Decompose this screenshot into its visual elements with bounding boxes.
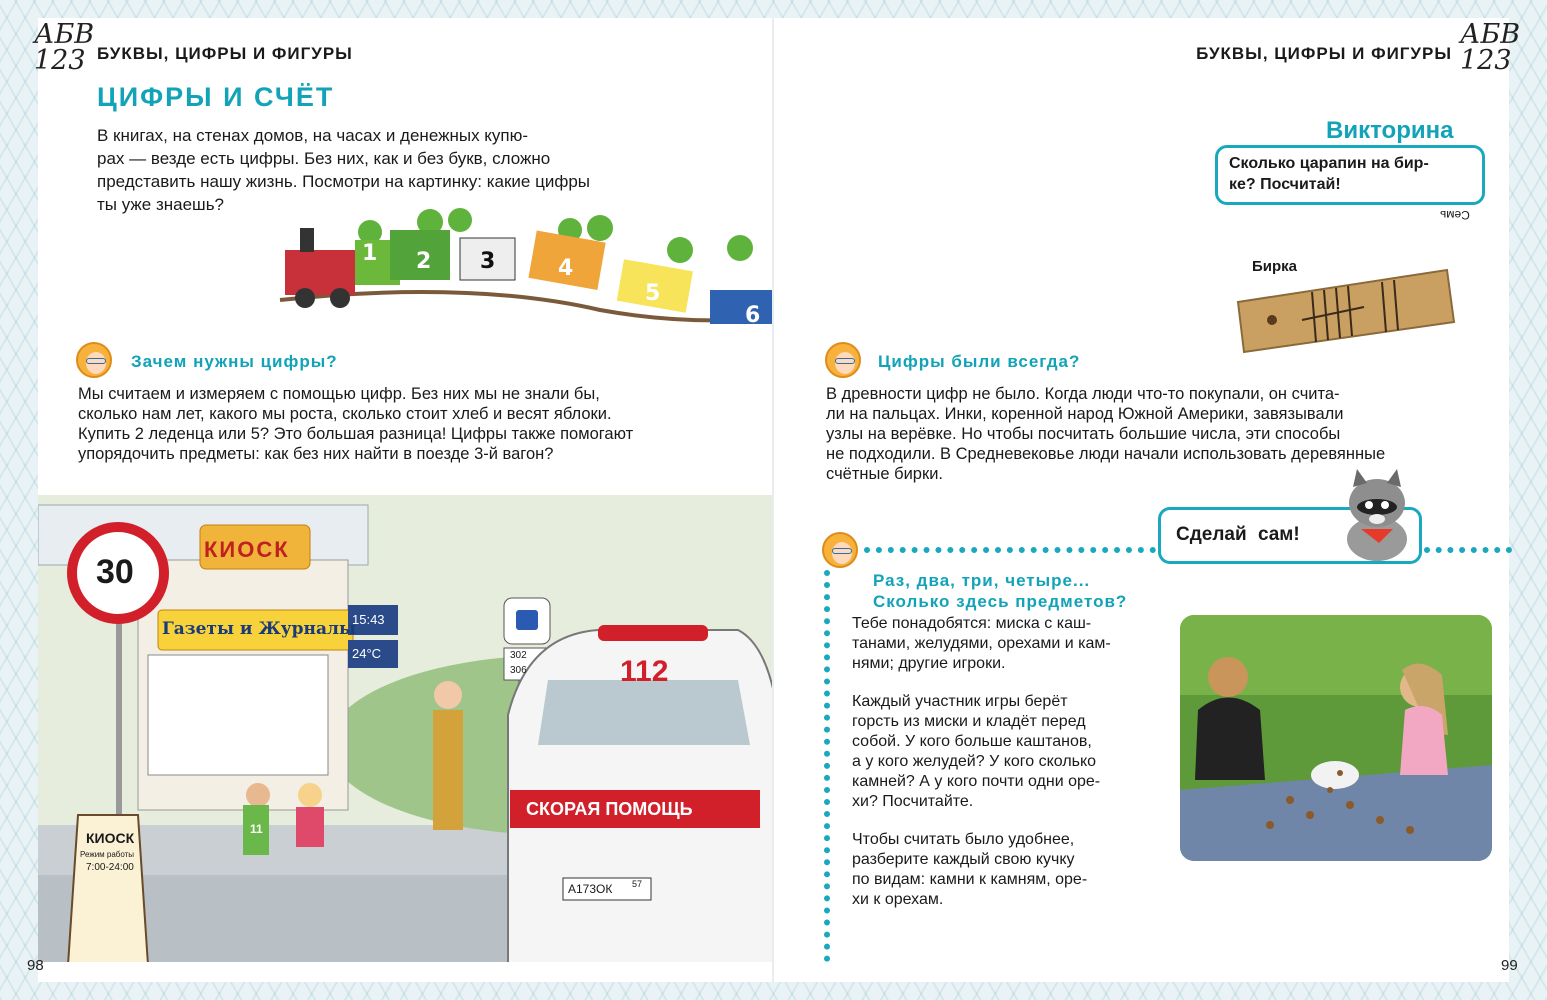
tally-stick-image: [1232, 262, 1457, 357]
train-number: 2: [416, 249, 432, 274]
text-line: камней? А у кого почти одни оре-: [852, 773, 1101, 790]
quiz-title: Викторина: [1326, 117, 1454, 144]
shirt-number: 11: [250, 822, 263, 836]
license-plate: А173ОК: [568, 882, 613, 896]
ambulance-label: СКОРАЯ ПОМОЩЬ: [526, 799, 693, 819]
children-counting-photo: [1180, 615, 1492, 861]
tag-label: Бирка: [1252, 258, 1298, 275]
photo-svg: [1180, 615, 1492, 861]
activity-title-line: Сколько здесь предметов?: [873, 592, 1128, 611]
text-line: нями; другие игроки.: [852, 655, 1006, 672]
raccoon-illustration: [1335, 467, 1420, 562]
page-title: ЦИФРЫ И СЧЁТ: [97, 82, 335, 112]
text-line: хи к орехам.: [852, 891, 944, 908]
locomotive: [285, 250, 355, 295]
quiz-line: Сколько царапин на бир-: [1229, 155, 1429, 172]
text-line: по видам: камни к камням, оре-: [852, 871, 1088, 888]
diy-label: Сделай сам!: [1176, 524, 1300, 545]
text-line: Купить 2 леденца или 5? Это большая разница! Цифры также помогают: [78, 425, 634, 443]
intro-line: В книгах, на стенах домов, на часах и денежных купю-: [97, 126, 529, 145]
bus-route: 306: [510, 665, 527, 676]
quiz-answer: Семь: [1440, 208, 1470, 222]
activity-title: [873, 570, 1127, 612]
avatar: [825, 342, 861, 378]
text-line: сколько нам лет, какого мы роста, сколько стоит хлеб и весят яблоки.: [78, 405, 612, 423]
dotted-divider: [1424, 547, 1512, 553]
avatar: [822, 532, 858, 568]
avatar: [76, 342, 112, 378]
text-line: Тебе понадобятся: миска с каш-: [852, 615, 1092, 632]
logo-digits: 123: [34, 45, 86, 76]
logo-letters: АБВ: [1460, 19, 1521, 50]
page-number-left: 98: [27, 957, 44, 974]
logo-letters: АБВ: [34, 19, 95, 50]
text-line: счётные бирки.: [826, 465, 943, 483]
activity-title-line: Раз, два, три, четыре...: [873, 571, 1091, 590]
text-line: не подходили. В Средневековье люди начали использовать деревянные: [826, 445, 1386, 463]
intro-line: рах — везде есть цифры. Без них, как и без букв, сложно: [97, 149, 551, 168]
quiz-question: [1229, 153, 1429, 195]
section-text: [78, 384, 726, 464]
clock-display: 15:43: [352, 612, 385, 627]
street-svg: [38, 495, 773, 962]
intro-line: представить нашу жизнь. Посмотри на картинку: какие цифры: [97, 172, 590, 191]
text-line: горсть из миски и кладёт перед: [852, 713, 1086, 730]
board-title: КИОСК: [86, 830, 135, 846]
temperature-display: 24°C: [352, 646, 382, 661]
dotted-divider: [824, 570, 830, 962]
text-line: В древности цифр не было. Когда люди что-то покупали, он счита-: [826, 385, 1340, 403]
activity-text: [852, 614, 1162, 910]
text-line: танами, желудями, орехами и кам-: [852, 635, 1111, 652]
section-title: Зачем нужны цифры?: [131, 352, 338, 371]
ambulance-number: 112: [620, 655, 669, 688]
speed-limit-value: 30: [96, 553, 134, 591]
train-number: 5: [645, 281, 661, 306]
text-line: а у кого желудей? У кого сколько: [852, 753, 1097, 770]
train-number: 4: [558, 256, 574, 281]
chapter-heading-right: БУКВЫ, ЦИФРЫ И ФИГУРЫ: [1196, 44, 1452, 63]
text-line: Каждый участник игры берёт: [852, 693, 1068, 710]
kiosk-sign: КИОСК: [204, 537, 290, 562]
dotted-divider: [864, 547, 1156, 553]
page-gutter: [772, 18, 774, 982]
intro-line: ты уже знаешь?: [97, 195, 225, 214]
text-line: хи? Посчитайте.: [852, 793, 974, 810]
abc-logo-right: [1460, 19, 1521, 76]
page-number-right: 99: [1501, 957, 1518, 974]
plate-region: 57: [632, 879, 643, 889]
text-line: собой. У кого больше каштанов,: [852, 733, 1092, 750]
text-line: ли на пальцах. Инки, коренной народ Южной Америки, завязывали: [826, 405, 1344, 423]
train-number: 6: [745, 303, 761, 328]
text-line: упорядочить предметы: как без них найти в поезде 3-й вагон?: [78, 445, 554, 463]
bus-route: 302: [510, 650, 527, 661]
text-line: Чтобы считать было удобнее,: [852, 831, 1075, 848]
chapter-heading-left: БУКВЫ, ЦИФРЫ И ФИГУРЫ: [97, 44, 353, 63]
board-hours-label: Режим работы: [80, 850, 135, 859]
section-title: Цифры были всегда?: [878, 352, 1081, 371]
raccoon-svg: [1335, 467, 1420, 562]
street-illustration: [38, 495, 773, 962]
text-line: узлы на верёвке. Но чтобы посчитать большие числа, эти способы: [826, 425, 1341, 443]
train-number: 3: [480, 249, 496, 274]
board-hours: 7:00-24:00: [86, 862, 134, 873]
logo-digits: 123: [1460, 45, 1512, 76]
train-number: 1: [362, 241, 378, 266]
abc-logo-left: [34, 19, 95, 76]
text-line: разберите каждый свою кучку: [852, 851, 1075, 868]
newspapers-sign: Газеты и Журналы: [162, 619, 356, 639]
tally-svg: [1232, 262, 1457, 357]
quiz-line: ке? Посчитай!: [1229, 176, 1341, 193]
text-line: Мы считаем и измеряем с помощью цифр. Без них мы не знали бы,: [78, 385, 600, 403]
